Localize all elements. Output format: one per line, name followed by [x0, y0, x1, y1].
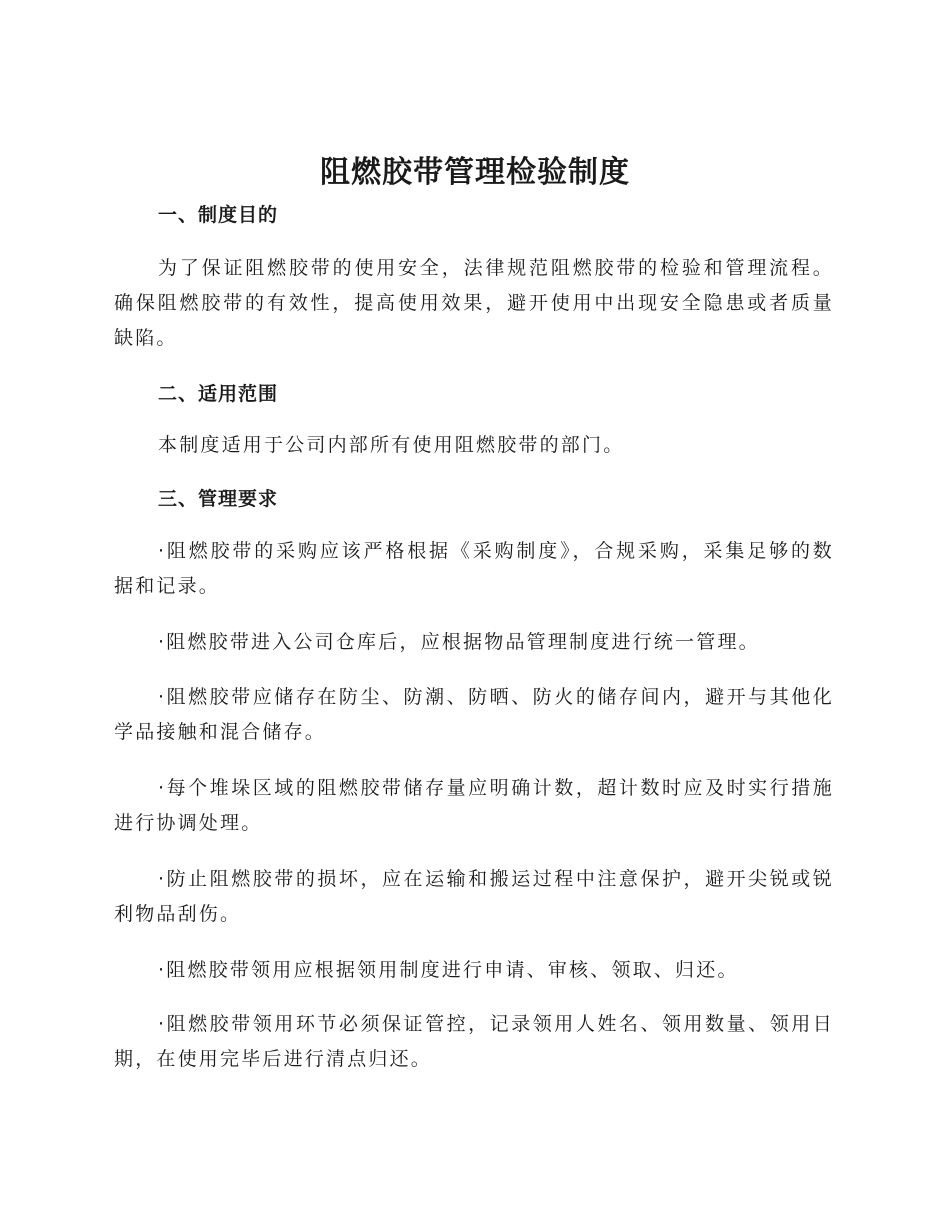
requirement-item-7: ·阻燃胶带领用环节必须保证管控，记录领用人姓名、领用数量、领用日期，在使用完毕后进行清点归还。 — [114, 1013, 834, 1070]
document-title: 阻燃胶带管理检验制度 — [320, 155, 630, 190]
requirement-item-3: ·阻燃胶带应储存在防尘、防潮、防晒、防火的储存间内，避开与其他化学品接触和混合储存。 — [114, 686, 834, 743]
requirement-item-4: ·每个堆垛区域的阻燃胶带储存量应明确计数，超计数时应及时实行措施进行协调处理。 — [114, 777, 834, 834]
requirement-item-5: ·防止阻燃胶带的损坏，应在运输和搬运过程中注意保护，避开尖锐或锐利物品刮伤。 — [114, 868, 834, 925]
requirement-item-6: ·阻燃胶带领用应根据领用制度进行申请、审核、领取、归还。 — [158, 959, 739, 981]
requirement-item-2: ·阻燃胶带进入公司仓库后，应根据物品管理制度进行统一管理。 — [158, 631, 760, 653]
section-heading-scope: 二、适用范围 — [158, 383, 279, 405]
section-heading-requirements: 三、管理要求 — [158, 488, 279, 510]
paragraph-scope: 本制度适用于公司内部所有使用阻燃胶带的部门。 — [158, 434, 625, 456]
requirement-item-1: ·阻燃胶带的采购应该严格根据《采购制度》，合规采购，采集足够的数据和记录。 — [114, 540, 834, 597]
section-heading-purpose: 一、制度目的 — [158, 204, 279, 226]
paragraph-purpose: 为了保证阻燃胶带的使用安全，法律规范阻燃胶带的检验和管理流程。确保阻燃胶带的有效性，提高使用效果，避开使用中出现安全隐患或者质量缺陷。 — [114, 257, 834, 349]
